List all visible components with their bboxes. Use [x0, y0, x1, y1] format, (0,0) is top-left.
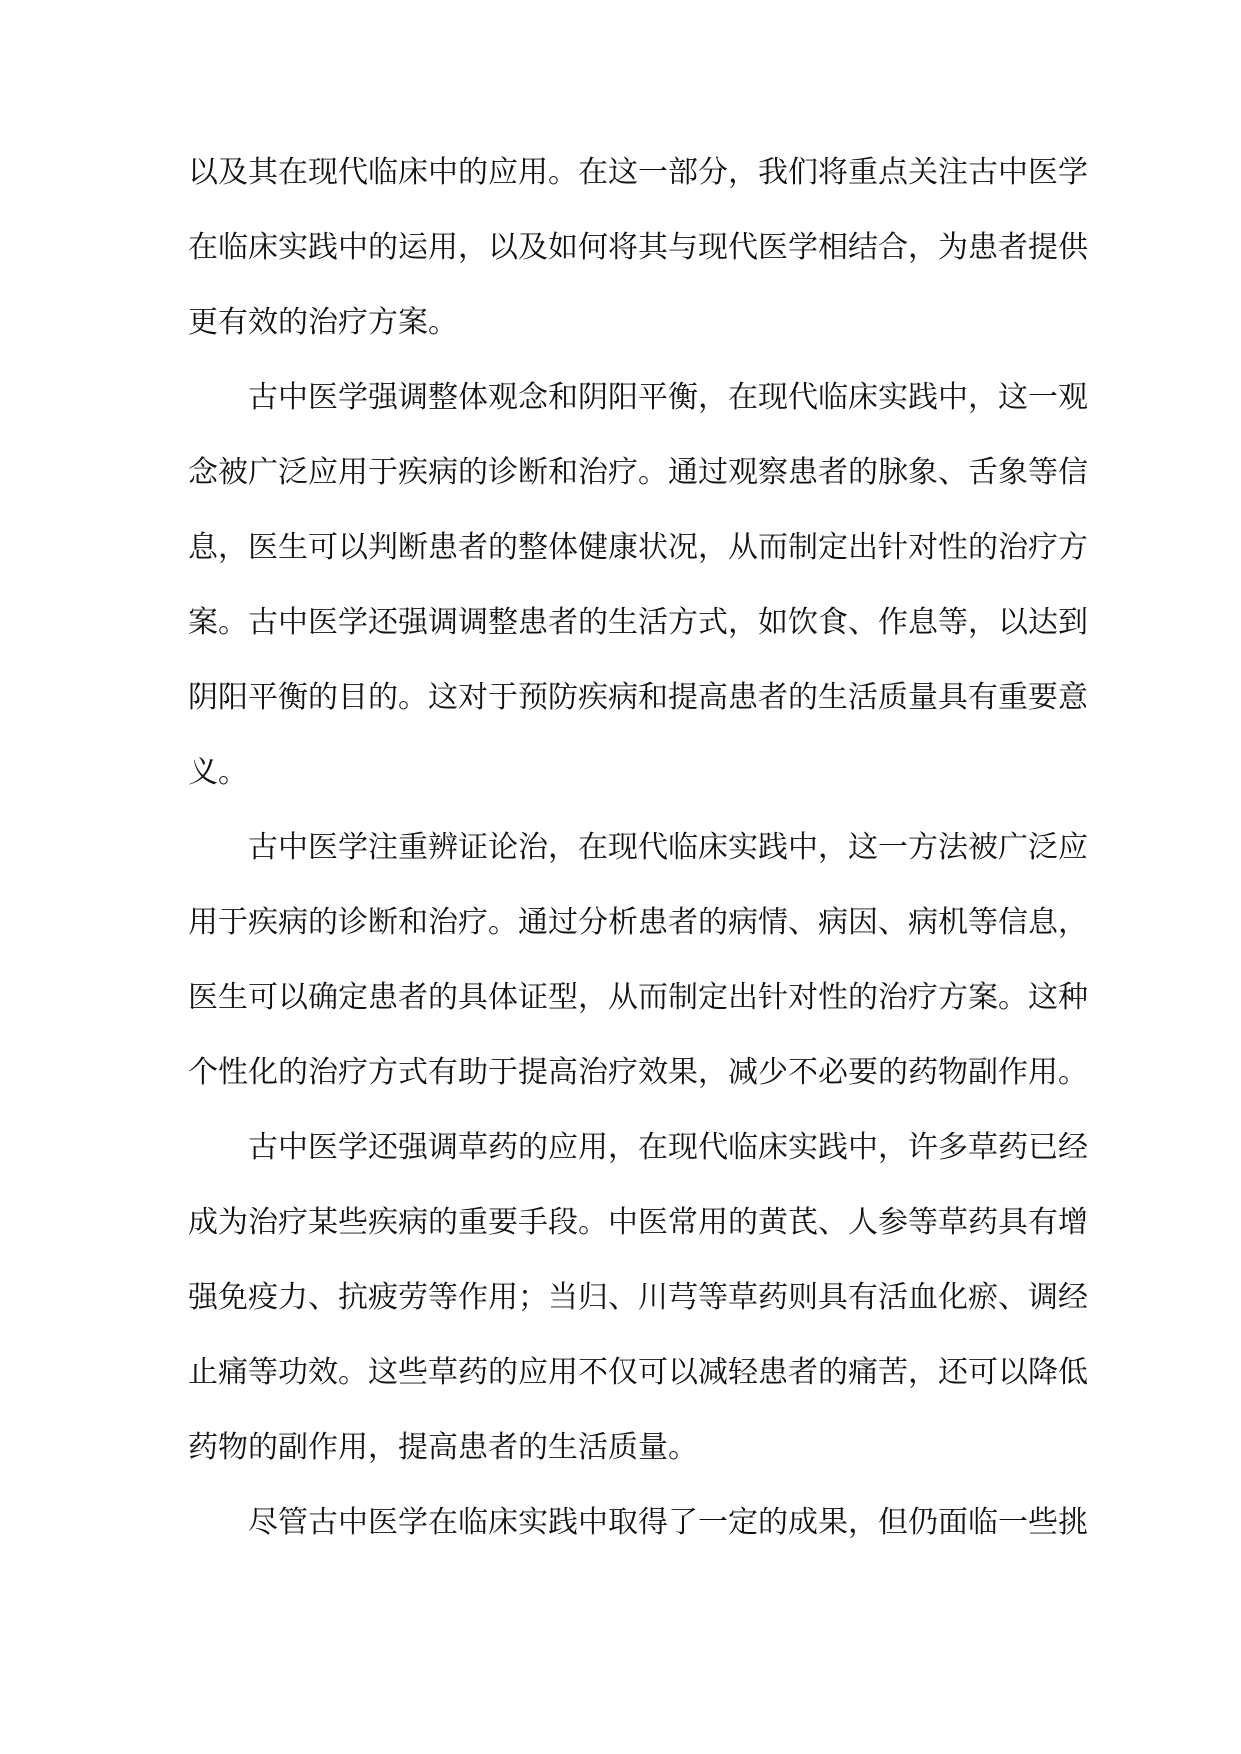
paragraph-1: [188, 135, 1088, 360]
text-line: 强免疫力、抗疲劳等作用；当归、川芎等草药则具有活血化瘀、调经: [188, 1280, 1088, 1315]
paragraph-2: [188, 360, 1088, 810]
paragraph-5: [188, 1485, 1088, 1560]
text-line: 念被广泛应用于疾病的诊断和治疗。通过观察患者的脉象、舌象等信: [188, 455, 1088, 490]
text-line: 药物的副作用，提高患者的生活质量。: [188, 1430, 698, 1465]
text-line: 古中医学注重辨证论治，在现代临床实践中，这一方法被广泛应: [248, 830, 1088, 865]
text-line: 阴阳平衡的目的。这对于预防疾病和提高患者的生活质量具有重要意: [188, 680, 1088, 715]
text-line: 在临床实践中的运用，以及如何将其与现代医学相结合，为患者提供: [188, 230, 1088, 265]
text-line: 古中医学还强调草药的应用，在现代临床实践中，许多草药已经: [248, 1130, 1088, 1165]
text-line: 成为治疗某些疾病的重要手段。中医常用的黄芪、人参等草药具有增: [188, 1205, 1088, 1240]
text-line: 更有效的治疗方案。: [188, 305, 458, 340]
paragraph-4: [188, 1110, 1088, 1485]
text-line: 用于疾病的诊断和治疗。通过分析患者的病情、病因、病机等信息，: [188, 905, 1088, 940]
text-line: 医生可以确定患者的具体证型，从而制定出针对性的治疗方案。这种: [188, 980, 1088, 1015]
text-line: 案。古中医学还强调调整患者的生活方式，如饮食、作息等，以达到: [188, 605, 1088, 640]
document-body: [188, 135, 1088, 1560]
text-line: 息，医生可以判断患者的整体健康状况，从而制定出针对性的治疗方: [188, 530, 1088, 565]
text-line: 古中医学强调整体观念和阴阳平衡，在现代临床实践中，这一观: [248, 380, 1088, 415]
text-line: 个性化的治疗方式有助于提高治疗效果，减少不必要的药物副作用。: [188, 1055, 1088, 1090]
text-line: 尽管古中医学在临床实践中取得了一定的成果，但仍面临一些挑: [248, 1505, 1088, 1540]
text-line: 以及其在现代临床中的应用。在这一部分，我们将重点关注古中医学: [188, 155, 1088, 190]
text-line: 义。: [188, 755, 248, 790]
text-line: 止痛等功效。这些草药的应用不仅可以减轻患者的痛苦，还可以降低: [188, 1355, 1088, 1390]
paragraph-3: [188, 810, 1088, 1110]
